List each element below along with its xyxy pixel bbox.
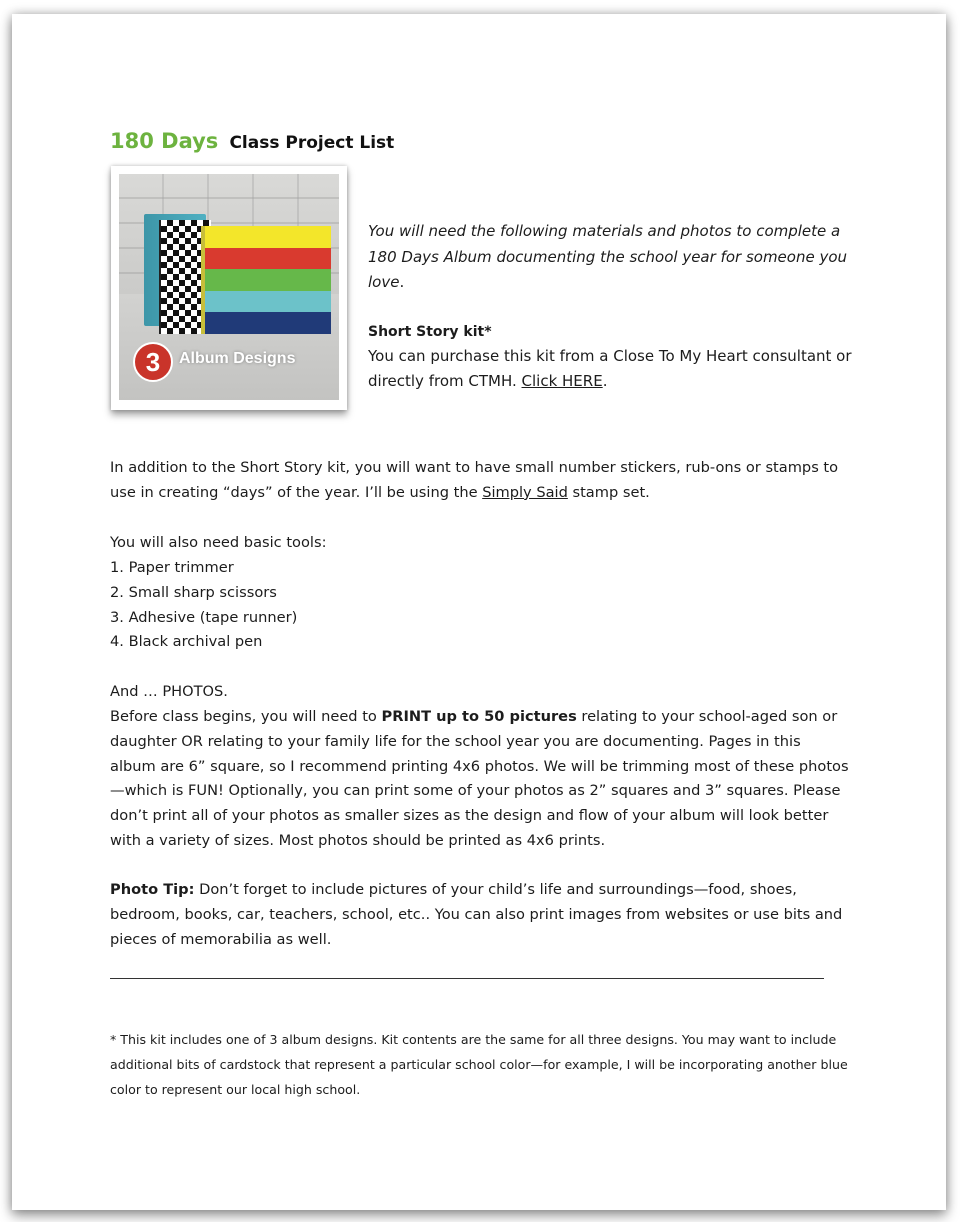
- intro-text: [368, 219, 858, 296]
- album-stripe: [205, 269, 331, 291]
- list-item: 3. Adhesive (tape runner): [110, 608, 298, 626]
- addition-paragraph: [110, 456, 850, 506]
- photos-heading: And … PHOTOS.: [110, 683, 228, 700]
- title-main: Class Project List: [229, 133, 395, 153]
- striped-album: [201, 226, 331, 334]
- title-accent: 180 Days: [110, 129, 219, 153]
- click-here-link[interactable]: Click HERE: [521, 372, 603, 390]
- kit-heading: Short Story kit*: [368, 324, 492, 340]
- tools-list: [110, 556, 297, 655]
- document-page: [12, 14, 946, 1210]
- album-photo-image: [119, 174, 339, 400]
- album-stripe: [205, 226, 331, 248]
- kit-description: [368, 344, 868, 394]
- intro-text-body: You will need the following materials and photos to complete a 180 Days Album documenting the school year for someone you love: [368, 222, 848, 291]
- photo-tip-text: Don’t forget to include pictures of your child’s life and surroundings—food, shoes, bedroom, books, car, teachers, school, etc.. You can also print images from websites or use bits and pieces of memorabilia as well.: [110, 881, 843, 948]
- intro-text-period: .: [399, 273, 405, 291]
- photo-number-badge: 3: [133, 342, 173, 382]
- divider-line: [110, 978, 824, 979]
- photos-text-2: relating to your school-aged son or daughter OR relating to your family life for the school year you are documenting. Pages in this album are 6” square, so I recommend printing 4x6 photos. We will be trimming most of these photos—which is FUN! Optionally, you can print some of your photos as 2” squares and 3” squares. Please don’t print all of your photos as smaller sizes as the design and flow of your album will look better with a variety of sizes. Most photos should be printed as 4x6 prints.: [110, 708, 849, 849]
- photos-text-1: Before class begins, you will need to: [110, 708, 382, 725]
- footnote: * This kit includes one of 3 album designs. Kit contents are the same for all three designs. You may want to include additional bits of cardstock that represent a particular school color—for example, I will be incorporating another blue color to represent our local high school.: [110, 1032, 848, 1097]
- album-stripe: [205, 312, 331, 334]
- photo-caption: Album Designs: [179, 350, 296, 367]
- page-title: [110, 118, 394, 156]
- kit-description-text: You can purchase this kit from a Close To My Heart consultant or directly from CTMH.: [368, 347, 852, 390]
- photos-bold-text: PRINT up to 50 pictures: [381, 708, 577, 725]
- album-photo: [111, 166, 347, 410]
- kit-description-end: .: [602, 372, 608, 390]
- album-stripe: [205, 291, 331, 313]
- addition-text-1: In addition to the Short Story kit, you will want to have small number stickers, rub-ons or stamps to use in creating “days” of the year. I’ll be using the: [110, 459, 839, 501]
- list-item: 4. Black archival pen: [110, 633, 263, 651]
- list-item: 1. Paper trimmer: [110, 559, 234, 576]
- addition-text-2: stamp set.: [567, 483, 650, 501]
- photo-tip-label: Photo Tip:: [110, 881, 195, 898]
- list-item: 2. Small sharp scissors: [110, 583, 277, 601]
- tools-intro: You will also need basic tools:: [110, 534, 327, 551]
- photos-paragraph: [110, 705, 850, 854]
- album-stripe: [205, 248, 331, 270]
- photo-tip-paragraph: [110, 878, 850, 952]
- simply-said-link[interactable]: Simply Said: [482, 483, 568, 501]
